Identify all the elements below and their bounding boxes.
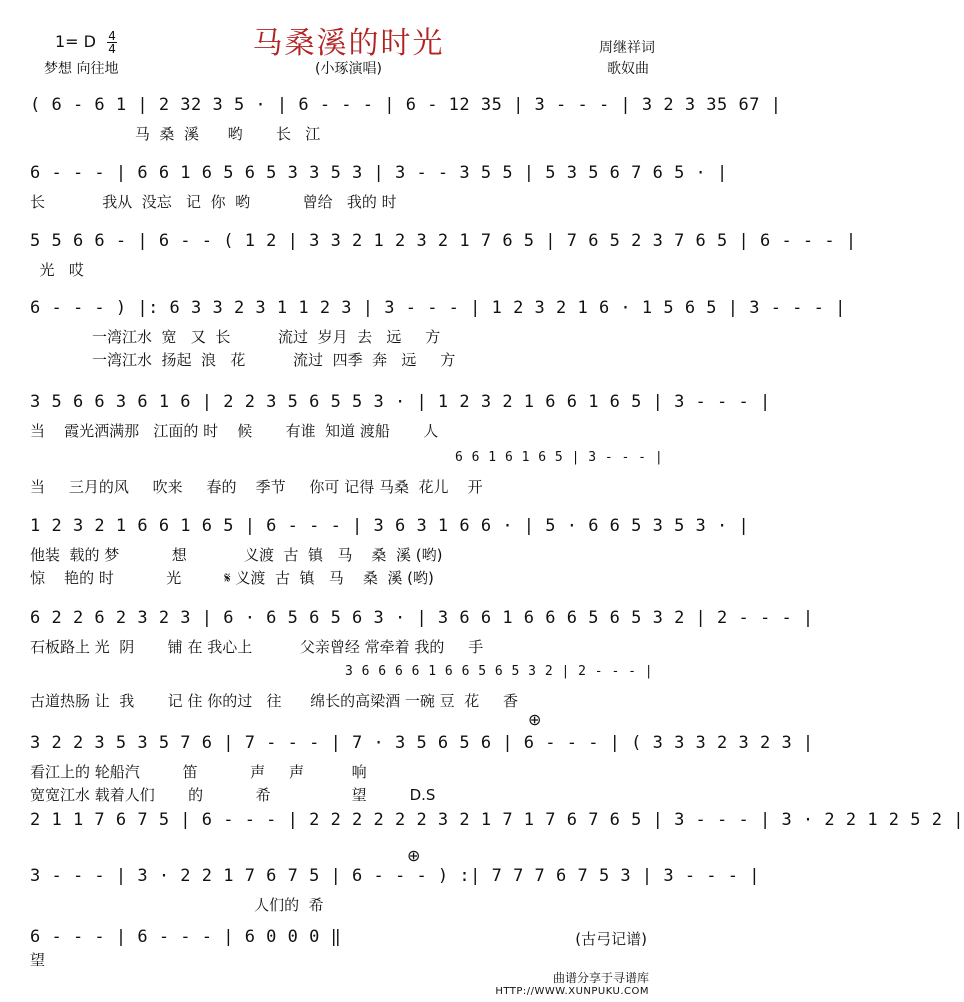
lyric-line-verse-2: 宽宽江水 载着人们 的 希 望 D.S xyxy=(30,786,436,804)
lyric-line-verse-2: 一湾江水 扬起 浪 花 流过 四季 奔 远 方 xyxy=(30,351,456,369)
notation-line: 6 - - - | 6 6 1 6 5 6 5 3 3 5 3 | 3 - - 3 5 5 | 5 3 5 6 7 6 5 · | xyxy=(30,163,728,183)
site-url: HTTP://WWW.XUNPUKU.COM xyxy=(495,986,649,997)
lyric-line-verse-1: 他装 载的 梦 想 义渡 古 镇 马 桑 溪 (哟) xyxy=(30,546,443,564)
notation-line: 2 1 1 7 6 7 5 | 6 - - - | 2 2 2 2 2 2 3 2 1 7 1 7 6 7 6 5 | 3 - - - | 3 · 2 2 1 2 5 2 | xyxy=(30,810,964,830)
site-watermark xyxy=(495,972,649,998)
lyric-line: 光 哎 xyxy=(30,261,84,279)
notation-line: 1 2 3 2 1 6 6 1 6 5 | 6 - - - | 3 6 3 1 6 6 · | 5 · 6 6 5 3 5 3 · | xyxy=(30,516,750,536)
transcriber-note: (古弓记谱) xyxy=(575,930,647,948)
key-text: 1= D xyxy=(55,32,96,51)
lyric-line: 望 xyxy=(30,951,46,969)
lyric-line: 马 桑 溪 哟 长 江 xyxy=(30,125,321,143)
composer: 歌奴曲 xyxy=(607,61,649,77)
notation-line: 6 - - - | 6 - - - | 6 0 0 0 ‖ xyxy=(30,927,342,947)
lyric-line: 当 三月的风 吹来 春的 季节 你可 记得 马桑 花儿 开 xyxy=(30,478,483,496)
lyric-line: 石板路上 光 阴 铺 在 我心上 父亲曾经 常牵着 我的 手 xyxy=(30,638,484,656)
notation-line: 3 5 6 6 3 6 1 6 | 2 2 3 5 6 5 5 3 · | 1 2 3 2 1 6 6 1 6 5 | 3 - - - | xyxy=(30,392,771,412)
lyric-line-verse-2: 惊 艳的 时 光 𝄋 义渡 古 镇 马 桑 溪 (哟) xyxy=(30,569,434,587)
time-bottom: 4 xyxy=(108,42,116,56)
notation-line-alt: 6 6 1 6 1 6 5 | 3 - - - | xyxy=(455,450,664,465)
coda-sign-2: ⊕ xyxy=(407,846,421,865)
site-name: 曲谱分享于寻谱库 xyxy=(552,971,649,985)
notation-line: 6 - - - ) |: 6 3 3 2 3 1 1 2 3 | 3 - - - | 1 2 3 2 1 6 · 1 5 6 5 | 3 - - - | xyxy=(30,298,846,318)
notation-line: 5 5 6 6 - | 6 - - ( 1 2 | 3 3 2 1 2 3 2 1 7 6 5 | 7 6 5 2 3 7 6 5 | 6 - - - | xyxy=(30,231,857,251)
lyric-line: 当 霞光洒满那 江面的 时 候 有谁 知道 渡船 人 xyxy=(30,422,439,440)
lyric-line: 古道热肠 让 我 记 住 你的过 往 绵长的高梁酒 一碗 豆 花 香 xyxy=(30,692,519,710)
lyric-line-verse-1: 看江上的 轮船汽 笛 声 声 响 xyxy=(30,763,367,781)
lyric-line: 长 我从 没忘 记 你 哟 曾给 我的 时 xyxy=(30,193,397,211)
coda-sign: ⊕ xyxy=(528,710,542,729)
lyric-line: 人们的 希 xyxy=(30,896,324,914)
lyricist: 周继祥词 xyxy=(599,40,655,56)
performer-note: (小琢演唱) xyxy=(315,61,382,77)
notation-line: 3 - - - | 3 · 2 2 1 7 6 7 5 | 6 - - - ) :| 7 7 7 6 7 5 3 | 3 - - - | xyxy=(30,866,760,886)
lyric-line-verse-1: 一湾江水 宽 又 长 流过 岁月 去 远 方 xyxy=(30,328,441,346)
time-top: 4 xyxy=(108,29,116,43)
tempo-marking: 梦想 向往地 xyxy=(44,61,119,77)
notation-line: 3 2 2 3 5 3 5 7 6 | 7 - - - | 7 · 3 5 6 5 6 | 6 - - - | ( 3 3 3 2 3 2 3 | xyxy=(30,733,814,753)
notation-line-alt: 3 6 6 6 6 1 6 6 5 6 5 3 2 | 2 - - - | xyxy=(345,664,654,679)
notation-line: 6 2 2 6 2 3 2 3 | 6 · 6 5 6 5 6 3 · | 3 6 6 1 6 6 6 5 6 5 3 2 | 2 - - - | xyxy=(30,608,814,628)
song-title: 马桑溪的时光 xyxy=(252,26,445,61)
notation-line: ( 6 - 6 1 | 2 32 3 5 · | 6 - - - | 6 - 12 35 | 3 - - - | 3 2 3 35 67 | xyxy=(30,95,782,115)
